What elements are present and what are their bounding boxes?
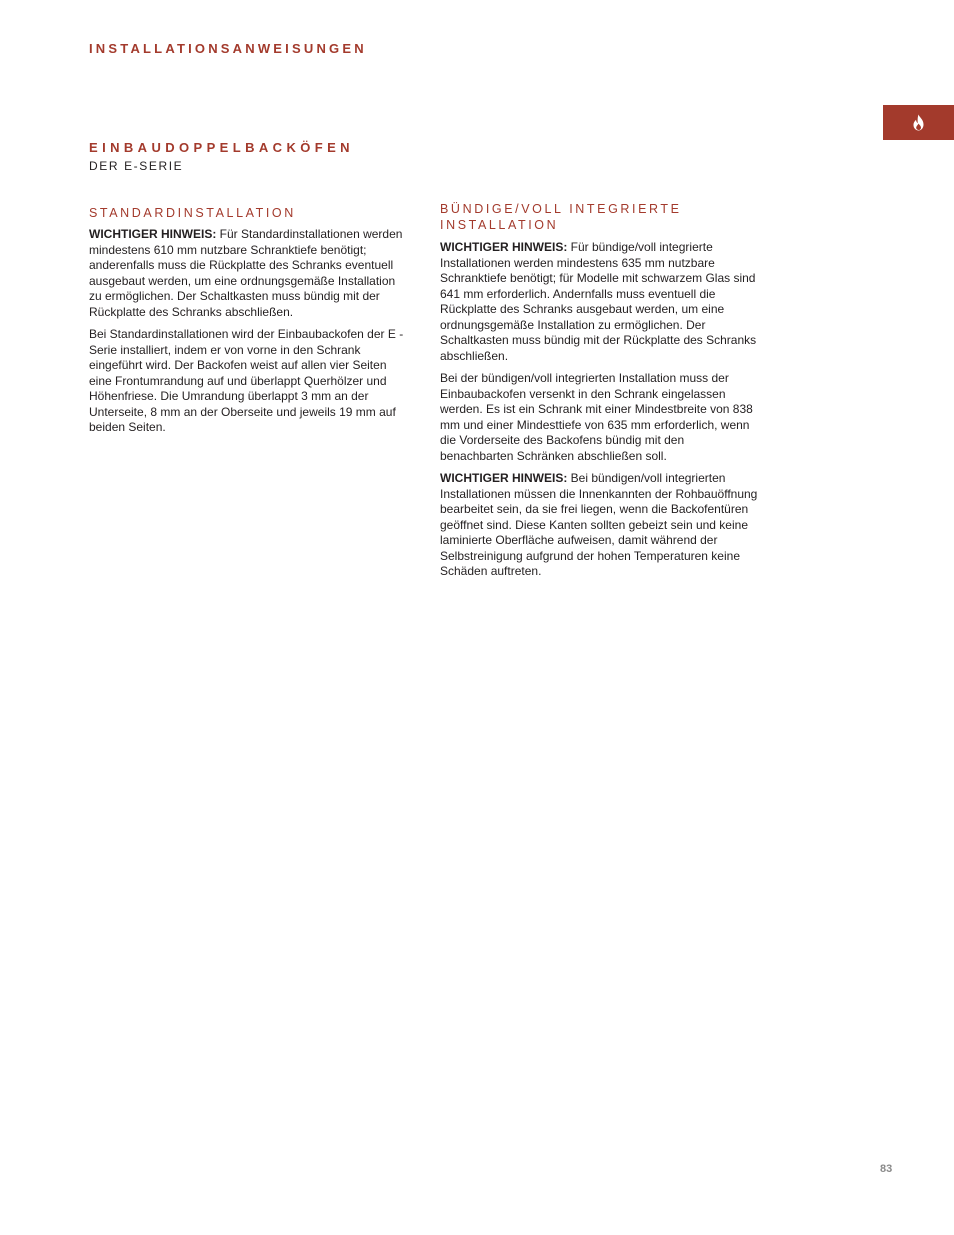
standard-installation-note [89,227,407,320]
note-label: WICHTIGER HINWEIS: [440,240,568,254]
flame-icon [912,114,925,131]
flush-installation-heading: BÜNDIGE/VOLL INTEGRIERTE INSTALLATION [440,202,682,232]
section-subtitle: DER E-SERIE [89,159,184,173]
header-title: INSTALLATIONSANWEISUNGEN [89,41,367,56]
note-text: Für Standardinstallationen werden mindestens 610 mm nutzbare Schranktiefe benötigt; anderenfalls muss die Rückplatte des Schranks eventuell ausgebaut werden, um eine ordnungsgemäße Installation zu ermöglichen. Der Schaltkasten muss bündig mit der Rückplatte des Schranks abschließen. [89,227,403,319]
section-title: EINBAUDOPPELBACKÖFEN [89,140,354,155]
note-text: Bei bündigen/voll integrierten Installationen müssen die Innenkannten der Rohbauöffnung bearbeitet sein, da sie frei liegen, wenn die Backofentüren geöffnet sind. Diese Kanten sollten gebeizt sein und keine laminierte Oberfläche aufweisen, damit während der Selbstreinigung aufgrund der hohen Temperaturen keine Schäden auftreten. [440,471,758,578]
note-label: WICHTIGER HINWEIS: [89,227,217,241]
standard-installation-heading: STANDARDINSTALLATION [89,206,296,220]
standard-installation-paragraph: Bei Standardinstallationen wird der Einbaubackofen der E - Serie installiert, indem er von vorne in den Schrank eingeführt wird. Der Backofen weist auf allen vier Seiten eine Frontumrandung auf und überlappt Querhölzer und Höhenfriese. Die Umrandung überlappt 3 mm an der Unterseite, 8 mm an der Oberseite und jeweils 19 mm auf beiden Seiten. [89,327,404,434]
note-text: Für bündige/voll integrierte Installationen werden mindestens 635 mm nutzbare Schranktiefe benötigt; für Modelle mit schwarzem Glas sind 641 mm erforderlich. Andernfalls muss eventuell die Rückplatte des Schranks ausgebaut werden, um eine ordnungsgemäße Installation zu ermöglichen. Der Schaltkasten muss bündig mit der Rückplatte des Schranks abschließen. [440,240,757,363]
note-label: WICHTIGER HINWEIS: [440,471,568,485]
flush-installation-note-2 [440,471,758,580]
page-number: 83 [880,1163,893,1175]
section-tab [883,105,954,140]
standard-installation-column [89,205,407,443]
flush-installation-note-1 [440,240,758,364]
flush-installation-column [440,201,758,587]
flush-installation-paragraph: Bei der bündigen/voll integrierten Installation muss der Einbaubackofen versenkt in den Schrank eingelassen werden. Es ist ein Schrank mit einer Mindestbreite von 838 mm und einer Mindesttiefe von 635 mm erforderlich, wenn die Vorderseite des Backofens bündig mit den benachbarten Schränken abschließen soll. [440,371,753,463]
